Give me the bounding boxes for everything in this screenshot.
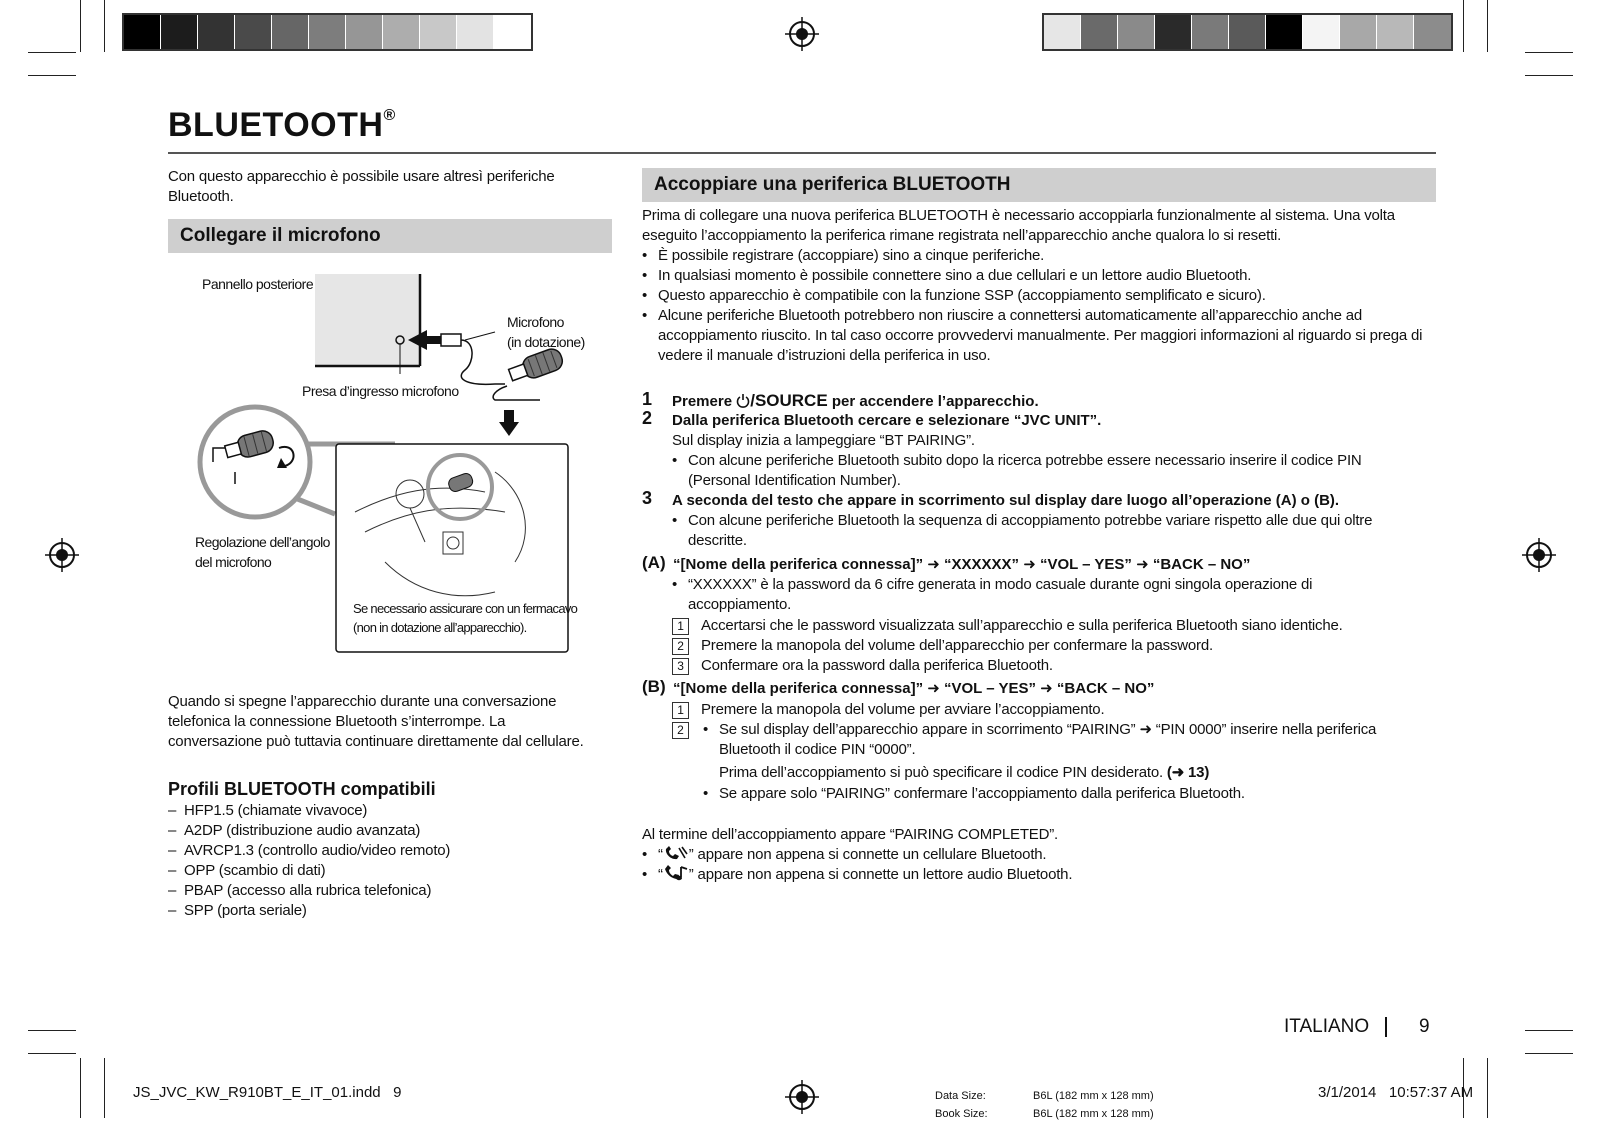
option-a-step bbox=[672, 656, 1416, 676]
color-bar-left bbox=[122, 13, 533, 51]
arrow-right-icon: ➜ bbox=[923, 680, 944, 697]
label-clamp-line1: Se necessario assicurare con un fermacavo bbox=[353, 601, 578, 616]
pairing-completed-text: Al termine dell’accoppiamento appare “PAIRING COMPLETED”. bbox=[642, 826, 1058, 843]
pairing-bullets bbox=[642, 246, 1436, 366]
option-a-sequence bbox=[673, 555, 1250, 575]
intro-text: Con questo apparecchio è possibile usare altresì periferiche Bluetooth. bbox=[168, 168, 555, 205]
step-3-bullet: • Con alcune periferiche Bluetooth la sequenza di accoppiamento potrebbe variare rispetto alle due qui oltre descritte. bbox=[672, 511, 1416, 551]
option-b-step-2-bullet-2: • Se appare solo “PAIRING” confermare l’accoppiamento dalla periferica Bluetooth. bbox=[703, 784, 1413, 804]
registration-mark-icon bbox=[45, 538, 79, 572]
arrow-right-icon: ➜ bbox=[923, 556, 944, 573]
footer-book-size-label: Book Size: bbox=[935, 1108, 988, 1120]
page-number-divider bbox=[1385, 1017, 1387, 1037]
page-language: ITALIANO bbox=[1284, 1016, 1370, 1037]
step-2-number: 2 bbox=[642, 408, 653, 428]
color-bar-right bbox=[1042, 13, 1453, 51]
label-rear-panel: Pannello posteriore bbox=[202, 276, 314, 292]
label-angle-line1: Regolazione dell’angolo bbox=[195, 534, 330, 550]
sequence-item: “[Nome della periferica connessa]” bbox=[673, 680, 924, 697]
color-swatch bbox=[420, 15, 457, 49]
connection-icons-list bbox=[642, 845, 1386, 885]
profile-item: – AVRCP1.3 (controllo audio/video remoto) bbox=[168, 841, 588, 861]
color-swatch bbox=[494, 15, 531, 49]
mic-section-heading: Collegare il microfono bbox=[168, 219, 612, 253]
color-swatch bbox=[235, 15, 272, 49]
registration-mark-icon bbox=[1522, 538, 1556, 572]
color-swatch bbox=[1044, 15, 1081, 49]
sequence-item: “BACK – NO” bbox=[1056, 680, 1155, 697]
footer-data-size-value: B6L (182 mm x 128 mm) bbox=[1033, 1090, 1154, 1102]
power-off-text: Quando si spegne l’apparecchio durante una conversazione telefonica la connessione Bluetooth s’interrompe. La conversazione può tuttavia continuare direttamente dal cellulare. bbox=[168, 693, 584, 750]
phone-connected-item: • “ ” appare non appena si connette un cellulare Bluetooth. bbox=[642, 845, 1386, 865]
option-b-label: (B) bbox=[642, 677, 666, 696]
profile-item: – A2DP (distribuzione audio avanzata) bbox=[168, 821, 588, 841]
profile-item: – SPP (porta seriale) bbox=[168, 901, 588, 921]
step-1: Premere /SOURCE per accendere l’apparecchio. bbox=[672, 391, 1039, 410]
arrow-right-icon: ➜ bbox=[1131, 556, 1153, 573]
option-a-step bbox=[672, 616, 1416, 636]
sequence-item: “BACK – NO” bbox=[1152, 556, 1251, 573]
arrow-right-icon: ➜ bbox=[1036, 680, 1057, 697]
option-b-step-2-note: Prima dell’accoppiamento si può specificare il codice PIN desiderato. (➜ 13) bbox=[719, 764, 1210, 781]
pairing-bullet: • Questo apparecchio è compatibile con la funzione SSP (accoppiamento semplificato e sicuro). bbox=[642, 286, 1436, 306]
page-number: 9 bbox=[1419, 1016, 1430, 1037]
label-mic-input: Presa d’ingresso microfono bbox=[302, 383, 459, 399]
option-a-label: (A) bbox=[642, 553, 666, 572]
step-number-box: 3 bbox=[672, 658, 689, 675]
profile-item: – PBAP (accesso alla rubrica telefonica) bbox=[168, 881, 588, 901]
color-swatch bbox=[309, 15, 346, 49]
arrow-right-icon: ➜ bbox=[1019, 556, 1040, 573]
option-b-step-2-bullet-1: • Se sul display dell’apparecchio appare in scorrimento “PAIRING” ➜ “PIN 0000” inserire nella periferica Bluetooth il codice PIN “0000”. bbox=[703, 720, 1413, 760]
color-swatch bbox=[1303, 15, 1340, 49]
label-clamp-line2: (non in dotazione all’apparecchio). bbox=[353, 620, 527, 635]
footer-file-name: JS_JVC_KW_R910BT_E_IT_01.indd 9 bbox=[133, 1084, 402, 1101]
step-text: Accertarsi che le password visualizzata sull’apparecchio e sulla periferica Bluetooth siano identiche. bbox=[701, 617, 1343, 634]
audio-connected-item: • “ ” appare non appena si connette un lettore audio Bluetooth. bbox=[642, 865, 1386, 885]
option-b-step-1: 1 Premere la manopola del volume per avviare l’accoppiamento. bbox=[672, 700, 1416, 720]
color-swatch bbox=[1229, 15, 1266, 49]
profiles-list bbox=[168, 801, 588, 921]
sequence-item: “[Nome della periferica connessa]” bbox=[673, 556, 924, 573]
color-swatch bbox=[1155, 15, 1192, 49]
step-number-box: 1 bbox=[672, 618, 689, 635]
pairing-bullet: • Alcune periferiche Bluetooth potrebbero non riuscire a connettersi automaticamente all’apparecchio anche ad accoppiamento riuscito. In tal caso occorre provvedervi manualmente. Per maggiori informazioni al riguardo si prega di vedere il manuale d’istruzioni della periferica in uso. bbox=[642, 306, 1436, 366]
profile-item: – OPP (scambio di dati) bbox=[168, 861, 588, 881]
pairing-bullet: • È possibile registrare (accoppiare) sino a cinque periferiche. bbox=[642, 246, 1436, 266]
color-swatch bbox=[346, 15, 383, 49]
step-2: Dalla periferica Bluetooth cercare e selezionare “JVC UNIT”. bbox=[672, 412, 1102, 429]
label-mic-line2: (in dotazione) bbox=[507, 334, 585, 350]
profile-item: – HFP1.5 (chiamate vivavoce) bbox=[168, 801, 588, 821]
label-mic-line1: Microfono bbox=[507, 314, 564, 330]
color-swatch bbox=[1266, 15, 1303, 49]
step-2-bullet: • Con alcune periferiche Bluetooth subito dopo la ricerca potrebbe essere necessario inserire il codice PIN (Personal Identification Number). bbox=[672, 451, 1416, 491]
step-text: Premere la manopola del volume dell’apparecchio per confermare la password. bbox=[701, 637, 1213, 654]
color-swatch bbox=[1377, 15, 1414, 49]
color-swatch bbox=[1340, 15, 1377, 49]
sequence-item: “VOL – YES” bbox=[1039, 556, 1132, 573]
phone-icon bbox=[663, 846, 689, 862]
footer-book-size-value: B6L (182 mm x 128 mm) bbox=[1033, 1108, 1154, 1120]
sequence-item: “XXXXXX” bbox=[944, 556, 1020, 573]
title-rule bbox=[168, 152, 1436, 154]
footer-date: 3/1/2014 10:57:37 AM bbox=[1318, 1084, 1474, 1101]
color-swatch bbox=[198, 15, 235, 49]
color-swatch bbox=[161, 15, 198, 49]
step-number-box: 2 bbox=[672, 638, 689, 655]
registration-mark-icon bbox=[785, 1080, 819, 1114]
pairing-bullet: • In qualsiasi momento è possibile connettere sino a due cellulari e un lettore audio Bluetooth. bbox=[642, 266, 1436, 286]
pairing-section-heading: Accoppiare una periferica BLUETOOTH bbox=[642, 168, 1436, 202]
color-swatch bbox=[457, 15, 494, 49]
label-angle-line2: del microfono bbox=[195, 554, 272, 570]
pairing-intro: Prima di collegare una nuova periferica BLUETOOTH è necessario accoppiarla funzionalmente al sistema. Una volta eseguito l’accoppiamento la periferica rimane registrata nell’apparecchio anche qualora lo si resetti. bbox=[642, 207, 1395, 244]
option-a-bullet: • “XXXXXX” è la password da 6 cifre generata in modo casuale durante ogni singola operazione di accoppiamento. bbox=[672, 575, 1416, 615]
sequence-item: “VOL – YES” bbox=[944, 680, 1036, 697]
step-1-number: 1 bbox=[642, 389, 653, 409]
color-swatch bbox=[1081, 15, 1118, 49]
color-swatch bbox=[383, 15, 420, 49]
profiles-heading: Profili BLUETOOTH compatibili bbox=[168, 779, 436, 799]
step-2-note: Sul display inizia a lampeggiare “BT PAIRING”. bbox=[672, 432, 975, 449]
power-icon bbox=[736, 393, 750, 408]
color-swatch bbox=[1192, 15, 1229, 49]
option-a-steps bbox=[672, 616, 1416, 676]
color-swatch bbox=[1118, 15, 1155, 49]
registration-mark-icon bbox=[785, 17, 819, 51]
step-3-number: 3 bbox=[642, 488, 653, 508]
audio-player-icon bbox=[663, 865, 689, 883]
color-swatch bbox=[124, 15, 161, 49]
step-3: A seconda del testo che appare in scorrimento sul display dare luogo all’operazione (A) o (B). bbox=[672, 492, 1340, 509]
option-b-step-2: 2 bbox=[672, 721, 701, 739]
page-title: BLUETOOTH® bbox=[168, 106, 396, 144]
footer-data-size-label: Data Size: bbox=[935, 1090, 986, 1102]
option-b-sequence bbox=[673, 679, 1154, 699]
option-a-step bbox=[672, 636, 1416, 656]
step-text: Confermare ora la password dalla periferica Bluetooth. bbox=[701, 657, 1053, 674]
color-swatch bbox=[1414, 15, 1451, 49]
color-swatch bbox=[272, 15, 309, 49]
